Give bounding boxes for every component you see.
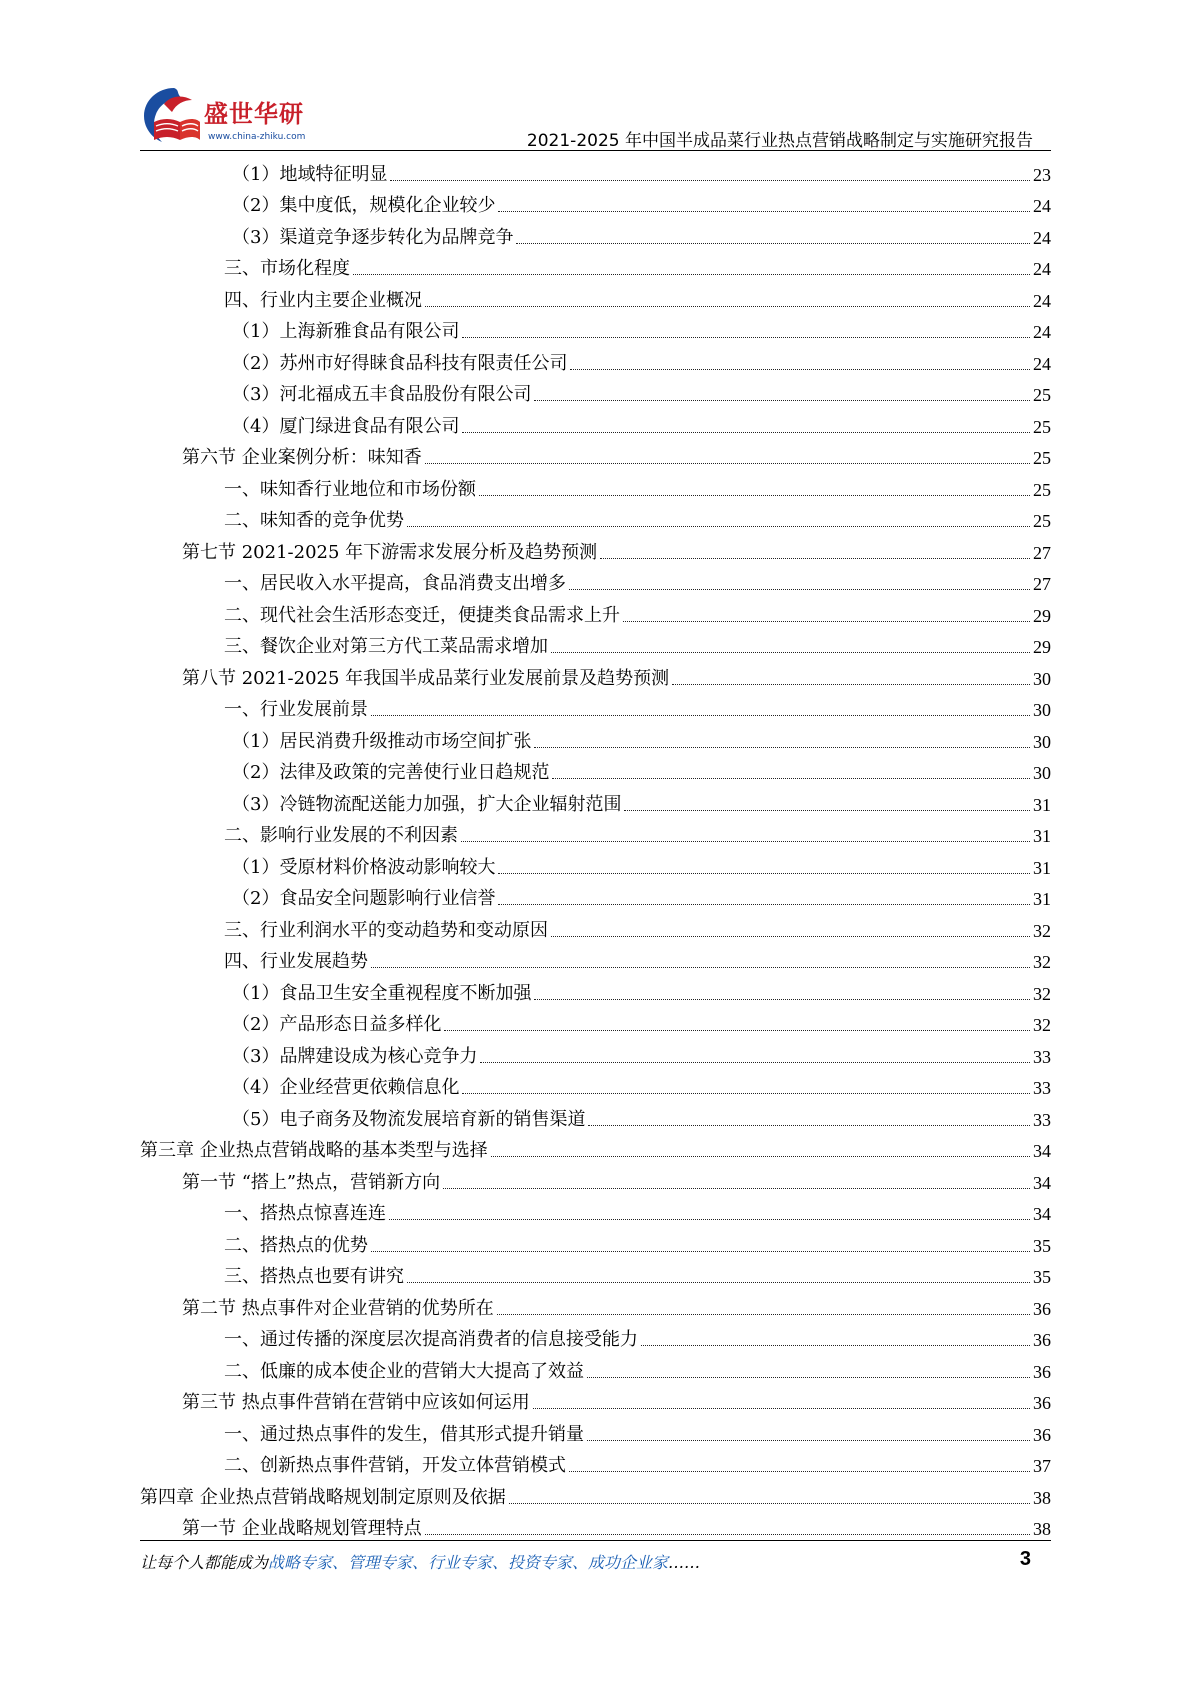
toc-entry[interactable] <box>140 568 1051 600</box>
toc-entry-page: 32 <box>1033 920 1051 941</box>
toc-entry-page: 24 <box>1033 196 1051 216</box>
logo-emblem-icon <box>140 82 202 146</box>
logo-url: www.china-zhiku.com <box>208 132 306 142</box>
page-number: 3 <box>1019 1548 1031 1570</box>
toc-dot-leader <box>600 558 1030 559</box>
toc-dot-leader <box>443 1188 1030 1189</box>
toc-entry-page: 30 <box>1033 731 1051 752</box>
toc-entry-title: （2）苏州市好得睐食品科技有限责任公司 <box>232 352 568 374</box>
toc-entry-page: 24 <box>1033 353 1051 374</box>
toc-entry-page: 30 <box>1033 700 1051 720</box>
toc-dot-leader <box>509 1503 1030 1504</box>
toc-entry[interactable] <box>140 662 1051 694</box>
toc-entry-title: 二、现代社会生活形态变迁，便捷类食品需求上升 <box>224 604 620 626</box>
toc-entry-title: （2）产品形态日益多样化 <box>232 1014 442 1035</box>
toc-dot-leader <box>407 526 1030 527</box>
toc-dot-leader <box>569 1471 1030 1472</box>
toc-entry-page: 25 <box>1033 448 1051 468</box>
toc-entry-page: 34 <box>1033 1172 1051 1193</box>
toc-entry[interactable] <box>140 1418 1051 1450</box>
footer-slogan-highlight: 战略专家、管理专家、行业专家、投资专家、成功企业家 <box>268 1553 669 1572</box>
toc-entry-page: 36 <box>1033 1424 1051 1445</box>
toc-entry-page: 36 <box>1033 1330 1051 1350</box>
toc-entry[interactable] <box>140 788 1051 820</box>
toc-entry-page: 33 <box>1033 1078 1051 1098</box>
toc-entry[interactable] <box>140 316 1051 348</box>
toc-dot-leader <box>461 841 1030 842</box>
toc-entry[interactable] <box>140 284 1051 316</box>
toc-dot-leader <box>425 306 1030 307</box>
toc-entry-title: 一、搭热点惊喜连连 <box>224 1203 386 1224</box>
toc-entry-page: 34 <box>1033 1204 1051 1224</box>
toc-entry-page: 24 <box>1033 322 1051 342</box>
footer-slogan <box>140 1550 700 1573</box>
toc-entry[interactable] <box>140 190 1051 222</box>
toc-dot-leader <box>534 400 1030 401</box>
toc-entry-title: 第一节 “搭上”热点，营销新方向 <box>182 1171 441 1193</box>
toc-entry-page: 32 <box>1033 952 1051 972</box>
toc-entry[interactable] <box>140 1355 1051 1387</box>
toc-entry[interactable] <box>140 820 1051 852</box>
toc-entry-page: 38 <box>1033 1487 1051 1508</box>
toc-entry-page: 33 <box>1033 1046 1051 1067</box>
toc-entry-title: 二、创新热点事件营销，开发立体营销模式 <box>224 1455 566 1476</box>
toc-entry-title: （2）法律及政策的完善使行业日趋规范 <box>232 762 550 783</box>
toc-entry-page: 30 <box>1033 763 1051 783</box>
footer-slogan-prefix: 让每个人都能成为 <box>140 1553 269 1572</box>
toc-dot-leader <box>444 1030 1030 1031</box>
toc-entry-title: （1）受原材料价格波动影响较大 <box>232 856 496 878</box>
toc-entry[interactable] <box>140 1166 1051 1198</box>
toc-entry[interactable] <box>140 1009 1051 1041</box>
toc-entry-page: 31 <box>1033 889 1051 909</box>
toc-dot-leader <box>497 1314 1030 1315</box>
toc-dot-leader <box>390 180 1030 181</box>
toc-dot-leader <box>425 1534 1030 1535</box>
toc-entry-title: 三、市场化程度 <box>224 258 350 279</box>
toc-entry[interactable] <box>140 536 1051 568</box>
toc-entry-title: 二、低廉的成本使企业的营销大大提高了效益 <box>224 1360 584 1382</box>
toc-entry-title: 一、通过热点事件的发生，借其形式提升销量 <box>224 1423 584 1445</box>
toc-entry-title: 四、行业发展趋势 <box>224 951 368 972</box>
toc-entry-page: 36 <box>1033 1298 1051 1319</box>
toc-entry[interactable] <box>140 410 1051 442</box>
toc-entry-title: （1）食品卫生安全重视程度不断加强 <box>232 982 532 1004</box>
toc-entry-title: （3）河北福成五丰食品股份有限公司 <box>232 384 532 405</box>
toc-entry[interactable] <box>140 1198 1051 1230</box>
toc-entry[interactable] <box>140 473 1051 505</box>
toc-entry[interactable] <box>140 379 1051 411</box>
toc-entry-page: 24 <box>1033 290 1051 311</box>
toc-dot-leader <box>425 463 1030 464</box>
toc-entry-title: （4）厦门绿进食品有限公司 <box>232 415 460 437</box>
toc-entry[interactable] <box>140 851 1051 883</box>
toc-entry-title: 二、影响行业发展的不利因素 <box>224 825 458 846</box>
toc-entry-page: 31 <box>1033 826 1051 846</box>
footer-slogan-suffix: …… <box>668 1553 701 1572</box>
toc-entry[interactable] <box>140 253 1051 285</box>
toc-dot-leader <box>462 337 1030 338</box>
toc-entry-page: 30 <box>1033 668 1051 689</box>
toc-entry-page: 38 <box>1033 1519 1051 1539</box>
toc-entry-title: （3）冷链物流配送能力加强，扩大企业辐射范围 <box>232 793 622 815</box>
toc-dot-leader <box>480 1062 1030 1063</box>
toc-entry-page: 25 <box>1033 479 1051 500</box>
toc-entry-page: 29 <box>1033 605 1051 626</box>
toc-dot-leader <box>479 495 1030 496</box>
toc-entry[interactable] <box>140 1387 1051 1419</box>
toc-dot-leader <box>491 1156 1030 1157</box>
toc-dot-leader <box>623 621 1030 622</box>
toc-entry-title: （3）渠道竞争逐步转化为品牌竞争 <box>232 226 514 248</box>
toc-dot-leader <box>570 369 1030 370</box>
toc-entry[interactable] <box>140 158 1051 190</box>
toc-dot-leader <box>641 1345 1030 1346</box>
toc-dot-leader <box>624 810 1030 811</box>
toc-entry-page: 36 <box>1033 1393 1051 1413</box>
toc-entry-title: 第四章 企业热点营销战略规划制定原则及依据 <box>140 1486 506 1508</box>
toc-entry[interactable] <box>140 1292 1051 1324</box>
toc-entry-title: 一、味知香行业地位和市场份额 <box>224 478 476 500</box>
toc-entry-page: 37 <box>1033 1456 1051 1476</box>
page-header <box>140 80 1051 152</box>
toc-entry-page: 25 <box>1033 511 1051 531</box>
toc-entry[interactable] <box>140 221 1051 253</box>
toc-dot-leader <box>533 1408 1030 1409</box>
toc-entry[interactable] <box>140 442 1051 474</box>
toc-dot-leader <box>551 652 1030 653</box>
toc-entry-page: 27 <box>1033 542 1051 563</box>
toc-entry[interactable] <box>140 1040 1051 1072</box>
toc-entry-title: （2）集中度低，规模化企业较少 <box>232 195 496 216</box>
toc-entry-page: 32 <box>1033 983 1051 1004</box>
toc-dot-leader <box>407 1282 1030 1283</box>
toc-dot-leader <box>498 904 1030 905</box>
toc-entry[interactable] <box>140 1103 1051 1135</box>
toc-entry-title: （2）食品安全问题影响行业信誉 <box>232 888 496 909</box>
toc-entry-title: （1）上海新雅食品有限公司 <box>232 321 460 342</box>
toc-entry[interactable] <box>140 694 1051 726</box>
toc-dot-leader <box>569 589 1030 590</box>
toc-entry-title: 一、居民收入水平提高，食品消费支出增多 <box>224 573 566 594</box>
toc-entry-title: 第二节 热点事件对企业营销的优势所在 <box>182 1297 494 1319</box>
toc-entry-title: 二、搭热点的优势 <box>224 1234 368 1256</box>
toc-entry[interactable] <box>140 914 1051 946</box>
toc-entry-title: 第六节 企业案例分析：味知香 <box>182 447 422 468</box>
toc-dot-leader <box>371 715 1030 716</box>
toc-dot-leader <box>587 1377 1030 1378</box>
toc-entry[interactable] <box>140 977 1051 1009</box>
page-footer <box>140 1540 1051 1590</box>
toc-entry[interactable] <box>140 599 1051 631</box>
toc-dot-leader <box>371 1251 1030 1252</box>
toc-entry-title: 第三节 热点事件营销在营销中应该如何运用 <box>182 1392 530 1413</box>
toc-dot-leader <box>389 1219 1030 1220</box>
toc-entry[interactable] <box>140 1324 1051 1356</box>
toc-dot-leader <box>551 936 1030 937</box>
toc-dot-leader <box>588 1125 1030 1126</box>
footer-divider <box>140 1540 1051 1541</box>
company-logo <box>140 80 330 150</box>
toc-entry-title: 第八节 2021-2025 年我国半成品菜行业发展前景及趋势预测 <box>182 667 670 689</box>
toc-entry-title: （3）品牌建设成为核心竞争力 <box>232 1045 478 1067</box>
toc-entry-title: 第一节 企业战略规划管理特点 <box>182 1518 422 1539</box>
toc-dot-leader <box>534 747 1030 748</box>
toc-entry-page: 27 <box>1033 574 1051 594</box>
toc-entry[interactable] <box>140 1135 1051 1167</box>
toc-entry-page: 35 <box>1033 1267 1051 1287</box>
toc-dot-leader <box>462 432 1030 433</box>
toc-entry[interactable] <box>140 505 1051 537</box>
toc-entry-title: 一、行业发展前景 <box>224 699 368 720</box>
toc-entry-title: 三、餐饮企业对第三方代工菜品需求增加 <box>224 636 548 657</box>
toc-entry-page: 23 <box>1033 164 1051 185</box>
toc-entry-page: 36 <box>1033 1361 1051 1382</box>
toc-entry-title: 二、味知香的竞争优势 <box>224 510 404 531</box>
toc-dot-leader <box>371 967 1030 968</box>
report-title: 2021-2025 年中国半成品菜行业热点营销战略制定与实施研究报告 <box>526 131 1033 151</box>
toc-entry[interactable] <box>140 1072 1051 1104</box>
toc-entry-page: 34 <box>1033 1141 1051 1161</box>
toc-entry-title: （1）地域特征明显 <box>232 163 388 185</box>
toc-dot-leader <box>672 684 1030 685</box>
header-divider <box>140 150 1051 151</box>
toc-entry[interactable] <box>140 1481 1051 1513</box>
toc-entry-page: 31 <box>1033 857 1051 878</box>
toc-entry-page: 29 <box>1033 637 1051 657</box>
toc-entry[interactable] <box>140 1261 1051 1293</box>
toc-entry-page: 24 <box>1033 227 1051 248</box>
table-of-contents <box>140 158 1051 1544</box>
logo-name: 盛世华研 <box>204 100 304 128</box>
toc-entry-title: （5）电子商务及物流发展培育新的销售渠道 <box>232 1108 586 1130</box>
toc-entry[interactable] <box>140 725 1051 757</box>
toc-entry-page: 35 <box>1033 1235 1051 1256</box>
toc-entry-title: 三、搭热点也要有讲究 <box>224 1266 404 1287</box>
toc-dot-leader <box>587 1440 1030 1441</box>
toc-entry-page: 24 <box>1033 259 1051 279</box>
toc-dot-leader <box>462 1093 1030 1094</box>
toc-dot-leader <box>498 211 1030 212</box>
toc-entry[interactable] <box>140 631 1051 663</box>
toc-entry-title: 第三章 企业热点营销战略的基本类型与选择 <box>140 1140 488 1161</box>
toc-entry-title: 一、通过传播的深度层次提高消费者的信息接受能力 <box>224 1329 638 1350</box>
toc-entry-page: 25 <box>1033 416 1051 437</box>
toc-entry[interactable] <box>140 757 1051 789</box>
toc-entry-title: 三、行业利润水平的变动趋势和变动原因 <box>224 919 548 941</box>
toc-dot-leader <box>498 873 1030 874</box>
toc-dot-leader <box>552 778 1030 779</box>
toc-entry-title: 四、行业内主要企业概况 <box>224 289 422 311</box>
toc-dot-leader <box>534 999 1030 1000</box>
toc-entry-title: （1）居民消费升级推动市场空间扩张 <box>232 730 532 752</box>
toc-entry-title: （4）企业经营更依赖信息化 <box>232 1077 460 1098</box>
toc-entry-page: 25 <box>1033 385 1051 405</box>
toc-entry-page: 32 <box>1033 1015 1051 1035</box>
toc-entry-title: 第七节 2021-2025 年下游需求发展分析及趋势预测 <box>182 541 598 563</box>
toc-entry-page: 33 <box>1033 1109 1051 1130</box>
toc-entry[interactable] <box>140 347 1051 379</box>
toc-entry[interactable] <box>140 946 1051 978</box>
toc-entry-page: 31 <box>1033 794 1051 815</box>
toc-entry[interactable] <box>140 1450 1051 1482</box>
toc-entry[interactable] <box>140 1229 1051 1261</box>
toc-dot-leader <box>353 274 1030 275</box>
toc-entry[interactable] <box>140 883 1051 915</box>
toc-dot-leader <box>516 243 1030 244</box>
